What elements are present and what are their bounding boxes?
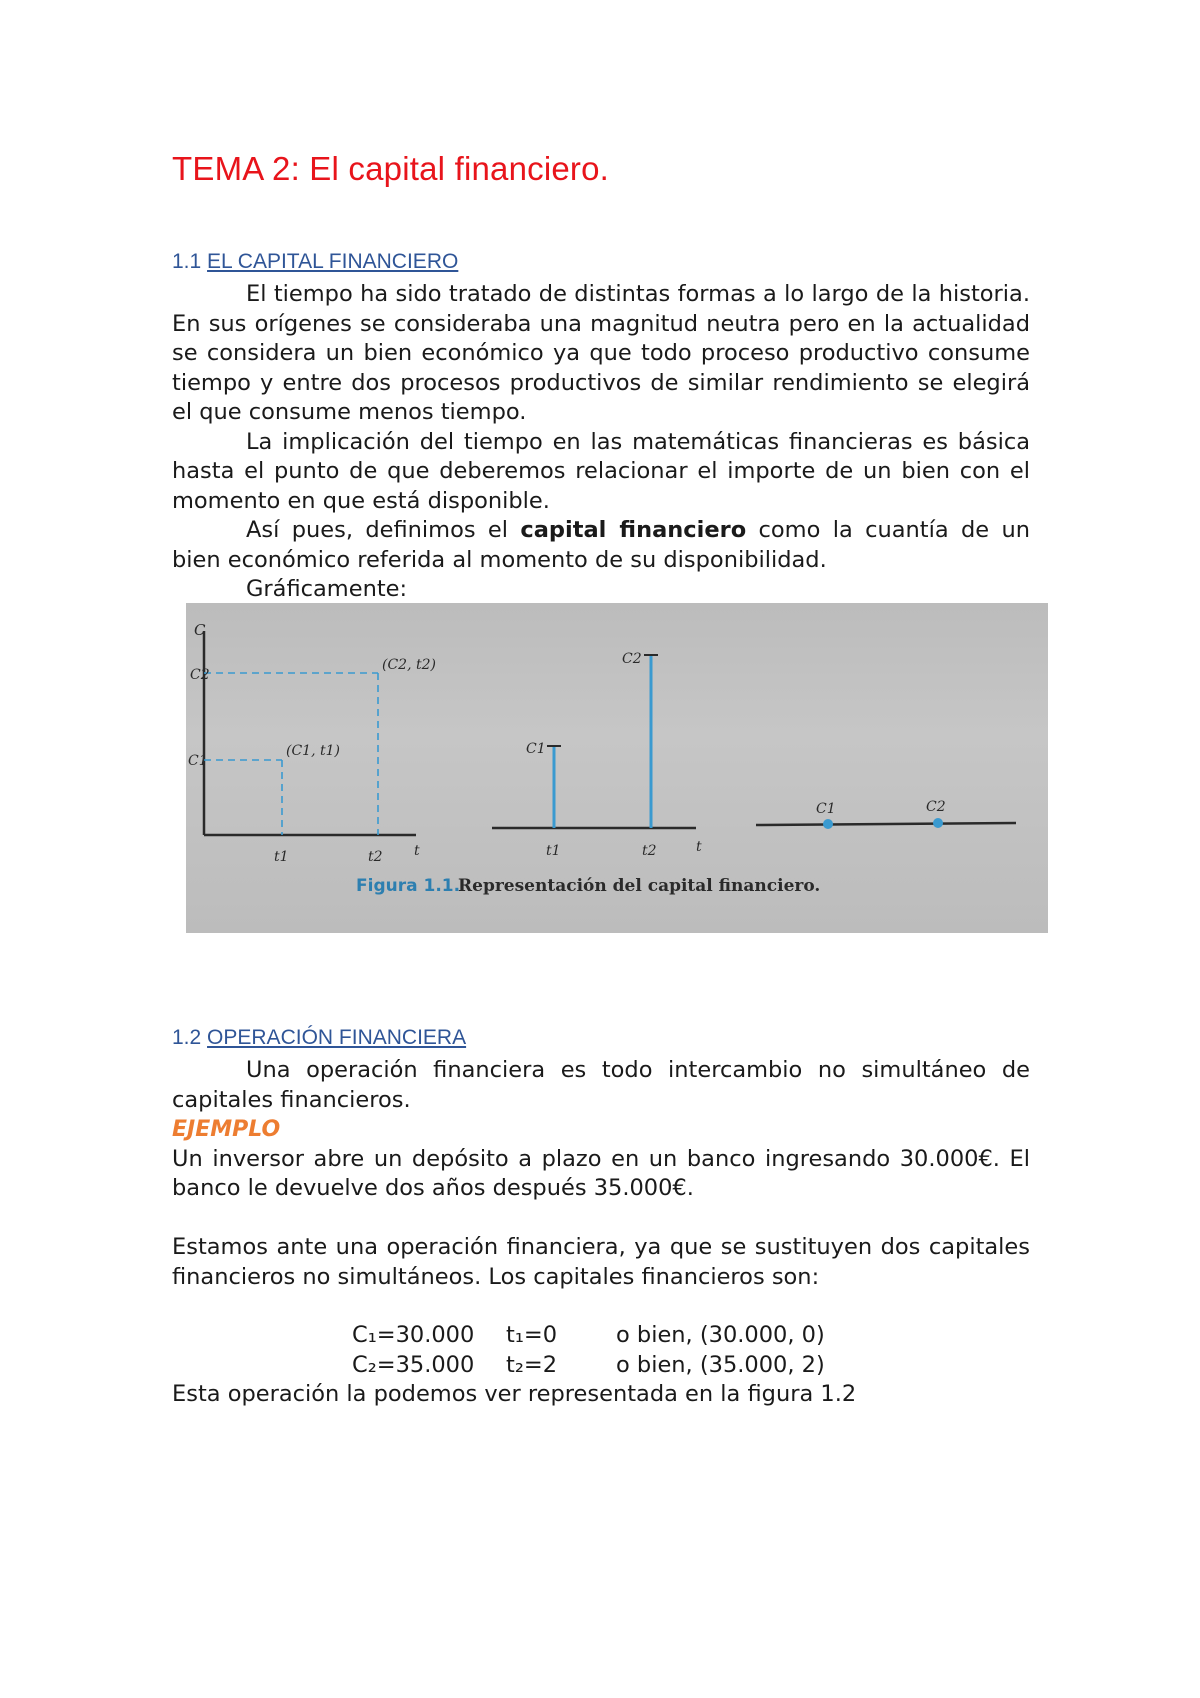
panel1-t1-tick: t1 [274,849,289,865]
capital-formulas [172,1321,1030,1410]
panel1-c1-tick: C1 [188,753,208,769]
formula-1-alt: o bien, (30.000, 0) [616,1322,825,1348]
section-1-body [172,280,1030,605]
graficamente-label: Gráficamente: [246,576,408,602]
section-1-paragraph-1: El tiempo ha sido tratado de distintas formas a lo largo de la historia. En sus orígenes se consideraba una magnitud neutra pero en la actualidad se considera un bien económico ya que todo proceso productivo consume tiempo y entre dos procesos productivos de similar rendimiento se elegirá el que consume menos tiempo. [172,281,1030,425]
section-2-number: 1.2 [172,1026,202,1049]
formula-1-time: t₁=0 [506,1322,558,1348]
figure-caption-label: Figura 1.1. [356,876,461,896]
p3-text-before: Así pues, definimos el [246,517,521,543]
panel2-c1-label: C1 [526,741,546,757]
formula-row-1 [172,1321,1030,1351]
section-1-heading [172,250,458,274]
panel2-t2-label: t2 [642,843,657,859]
figure-1-1 [186,603,1048,933]
example-paragraph: Un inversor abre un depósito a plazo en un banco ingresando 30.000€. El banco le devuelve dos años después 35.000€. [172,1145,1030,1201]
section-1-number: 1.1 [172,250,202,273]
section-1-title: EL CAPITAL FINANCIERO [207,250,459,273]
panel3-c1-point [823,819,833,829]
section-2-paragraph-3: Estamos ante una operación financiera, ya que se sustituyen dos capitales financieros no simultáneos. Los capitales financieros son: [172,1234,1030,1290]
panel2-c2-label: C2 [622,651,642,667]
section-2-title: OPERACIÓN FINANCIERA [207,1026,467,1049]
panel3-timeline [756,823,1016,825]
panel1-point1-label: (C1, t1) [286,743,340,759]
panel2-x-axis-label: t [696,839,702,855]
section-1-paragraph-2: La implicación del tiempo en las matemáticas financieras es básica hasta el punto de que deberemos relacionar el importe de un bien con el momento en que está disponible. [172,428,1030,514]
section-2-paragraph-4: Esta operación la podemos ver representada en la figura 1.2 [172,1381,857,1407]
formula-2-capital: C₂=35.000 [352,1351,475,1378]
formula-2-time: t₂=2 [506,1351,558,1378]
panel2-t1-label: t1 [546,843,561,859]
section-2-heading [172,1026,466,1050]
formula-1-capital: C₁=30.000 [352,1322,475,1348]
panel3-c2-point [933,818,943,828]
figure-caption-text: Representación del capital financiero. [458,876,821,896]
panel1-c2-tick: C2 [190,667,210,683]
section-2-paragraph-1: Una operación financiera es todo intercambio no simultáneo de capitales financieros. [172,1057,1030,1113]
panel1-point2-label: (C2, t2) [382,657,436,673]
formula-row-2 [172,1351,1030,1381]
section-2-body [172,1056,1030,1292]
capital-financiero-term: capital financiero [520,517,747,543]
example-heading [172,1115,1030,1145]
panel3-c1-label: C1 [816,801,836,817]
panel3-c2-label: C2 [926,799,946,815]
formula-2-alt: o bien, (35.000, 2) [616,1351,825,1378]
example-label: EJEMPLO [172,1117,281,1142]
page-title: TEMA 2: El capital financiero. [172,150,610,187]
figure-1-1-drawing [186,603,1048,933]
blank-line [172,1204,1030,1234]
panel1-t2-tick: t2 [368,849,383,865]
panel1-x-axis-label: t [414,843,420,859]
panel1-y-axis-label: C [194,621,206,639]
closing-paragraph-row [172,1380,1030,1410]
p3-text-after: como la cuantía de un bien económico referida al momento de su disponibilidad. [172,517,1031,573]
section-1-paragraph-3 [172,516,1030,575]
